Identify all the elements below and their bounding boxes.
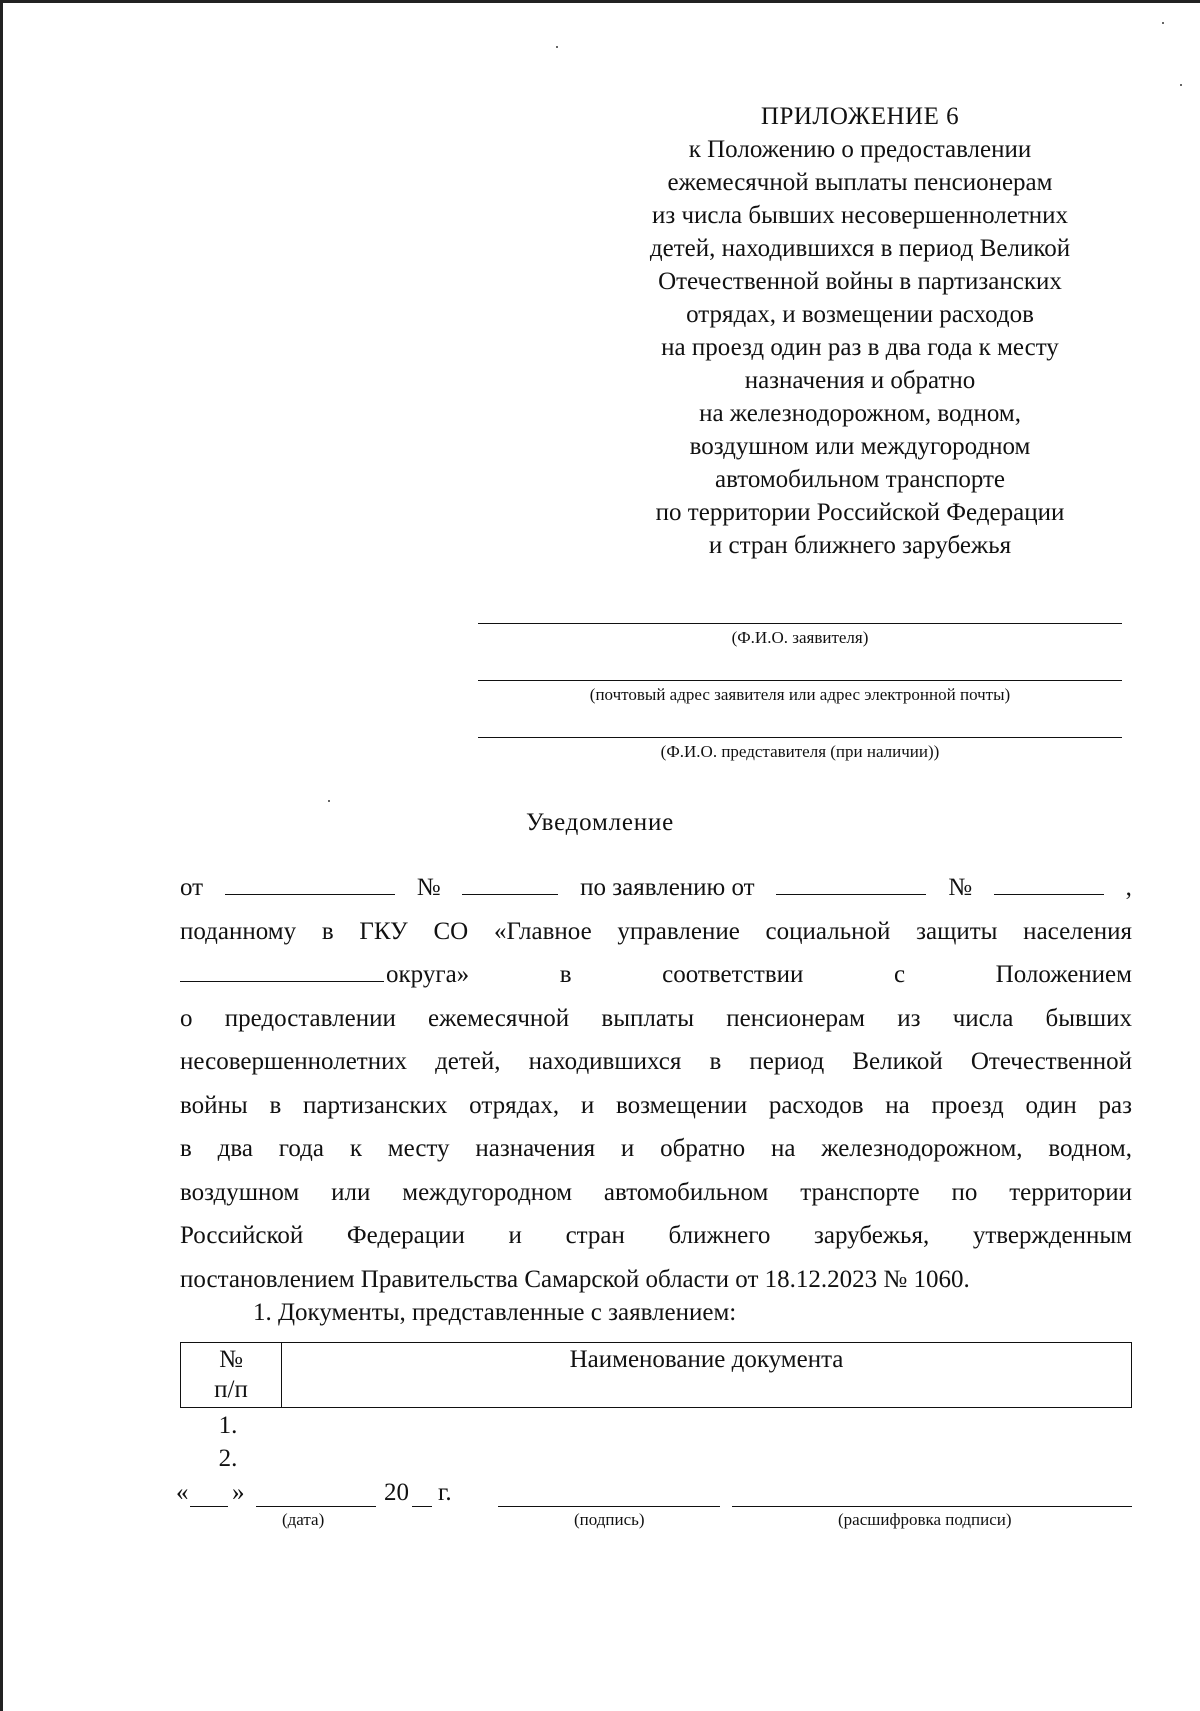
representative-fio-field[interactable] (478, 737, 1122, 763)
fill-line (478, 623, 1122, 624)
fill-line (478, 680, 1122, 681)
documents-table (180, 1342, 1132, 1408)
month-blank[interactable] (256, 1506, 376, 1507)
notice-line-3 (180, 953, 1132, 997)
notice-line-last: постановлением Правительства Самарской области от 18.12.2023 № 1060. (180, 1265, 970, 1293)
representative-fio-caption: (Ф.И.О. представителя (при наличии)) (660, 742, 940, 761)
appendix-line: из числа бывших несовершеннолетних (651, 202, 1069, 229)
scan-edge-left (0, 0, 3, 1711)
appendix-line: на проезд один раз в два года к месту (661, 334, 1059, 361)
signature-line (176, 1476, 1132, 1510)
year-prefix: 20 (384, 1479, 409, 1506)
signature-decode-blank[interactable] (732, 1506, 1132, 1507)
day-blank[interactable] (190, 1506, 228, 1507)
notice-date-blank[interactable] (225, 893, 395, 895)
appendix-line: назначения и обратно (744, 367, 976, 394)
appendix-line: по территории Российской Федерации (655, 499, 1065, 526)
from-label: от (180, 874, 204, 901)
okrug-name-blank[interactable] (180, 980, 384, 982)
appendix-title: ПРИЛОЖЕНИЕ 6 (760, 103, 960, 130)
notice-line: Российской Федерации и стран ближнего зарубежья, утвержденным (180, 1222, 1132, 1249)
word-sootvetstvii: соответствии (662, 961, 804, 988)
table-row-number: 2. (218, 1445, 238, 1472)
close-quote: » (232, 1479, 245, 1506)
notice-line-2: поданному в ГКУ СО «Главное управление социальной защиты населения (180, 917, 1132, 945)
application-date-blank[interactable] (776, 893, 926, 895)
notice-number-blank[interactable] (462, 893, 558, 895)
date-caption: (дата) (282, 1510, 325, 1529)
appendix-line: на железнодорожном, водном, (699, 400, 1021, 427)
appendix-line: отрядах, и возмещении расходов (686, 301, 1034, 328)
scan-speck (1162, 22, 1164, 24)
column-number-symbol: № (219, 1346, 243, 1373)
column-header-document-name: Наименование документа (282, 1343, 1132, 1408)
number-label: № (416, 874, 441, 901)
applicant-fio-field[interactable] (478, 623, 1122, 649)
number-label-2: № (948, 874, 973, 901)
word-v: в (559, 961, 572, 988)
applicant-address-field[interactable] (478, 680, 1122, 706)
comma: , (1125, 874, 1132, 901)
column-header-number (181, 1343, 282, 1408)
signature-blank[interactable] (498, 1506, 720, 1507)
appendix-line: воздушном или междугородном (689, 433, 1031, 460)
documents-item: 1. Документы, представленные с заявлением: (253, 1299, 737, 1326)
notice-line-1 (180, 866, 1132, 910)
scan-edge-top (0, 0, 1200, 3)
scan-speck (1180, 84, 1182, 86)
okruga-text: округа» (386, 961, 470, 988)
year-blank[interactable] (412, 1506, 432, 1507)
notice-line: о предоставлении ежемесячной выплаты пенсионерам из числа бывших (180, 1004, 1132, 1032)
appendix-line: Отечественной войны в партизанских (658, 268, 1062, 295)
scan-speck (328, 800, 330, 802)
open-quote: « (176, 1479, 189, 1506)
notice-line: войны в партизанских отрядах, и возмещении расходов на проезд один раз (180, 1091, 1132, 1119)
appendix-line: и стран ближнего зарубежья (708, 532, 1012, 559)
notice-line: воздушном или междугородном автомобильном транспорте по территории (180, 1178, 1132, 1206)
word-s: с (893, 961, 906, 988)
word-polozheniem: Положением (995, 961, 1132, 988)
application-number-blank[interactable] (994, 893, 1104, 895)
table-header-row (181, 1343, 1132, 1408)
notice-heading: Уведомление (525, 809, 675, 836)
by-application-label: по заявлению от (580, 874, 755, 901)
scan-speck (556, 46, 558, 48)
appendix-line: автомобильном транспорте (714, 466, 1006, 493)
year-suffix: г. (438, 1479, 452, 1506)
table-row-number: 1. (218, 1412, 238, 1439)
appendix-header (590, 100, 1130, 562)
fill-line (478, 737, 1122, 738)
notice-body (180, 866, 1132, 1301)
appendix-line: к Положению о предоставлении (688, 136, 1032, 163)
applicant-fio-caption: (Ф.И.О. заявителя) (731, 628, 869, 647)
column-number-abbr: п/п (214, 1376, 248, 1403)
signature-decode-caption: (расшифровка подписи) (838, 1510, 1012, 1529)
notice-line: несовершеннолетних детей, находившихся в период Великой Отечественной (180, 1048, 1132, 1075)
appendix-line: детей, находившихся в период Великой (649, 235, 1071, 262)
signature-caption: (подпись) (574, 1510, 645, 1529)
notice-line: в два года к месту назначения и обратно на железнодорожном, водном, (180, 1135, 1132, 1162)
applicant-address-caption: (почтовый адрес заявителя или адрес электронной почты) (589, 685, 1011, 704)
appendix-line: ежемесячной выплаты пенсионерам (667, 169, 1053, 196)
